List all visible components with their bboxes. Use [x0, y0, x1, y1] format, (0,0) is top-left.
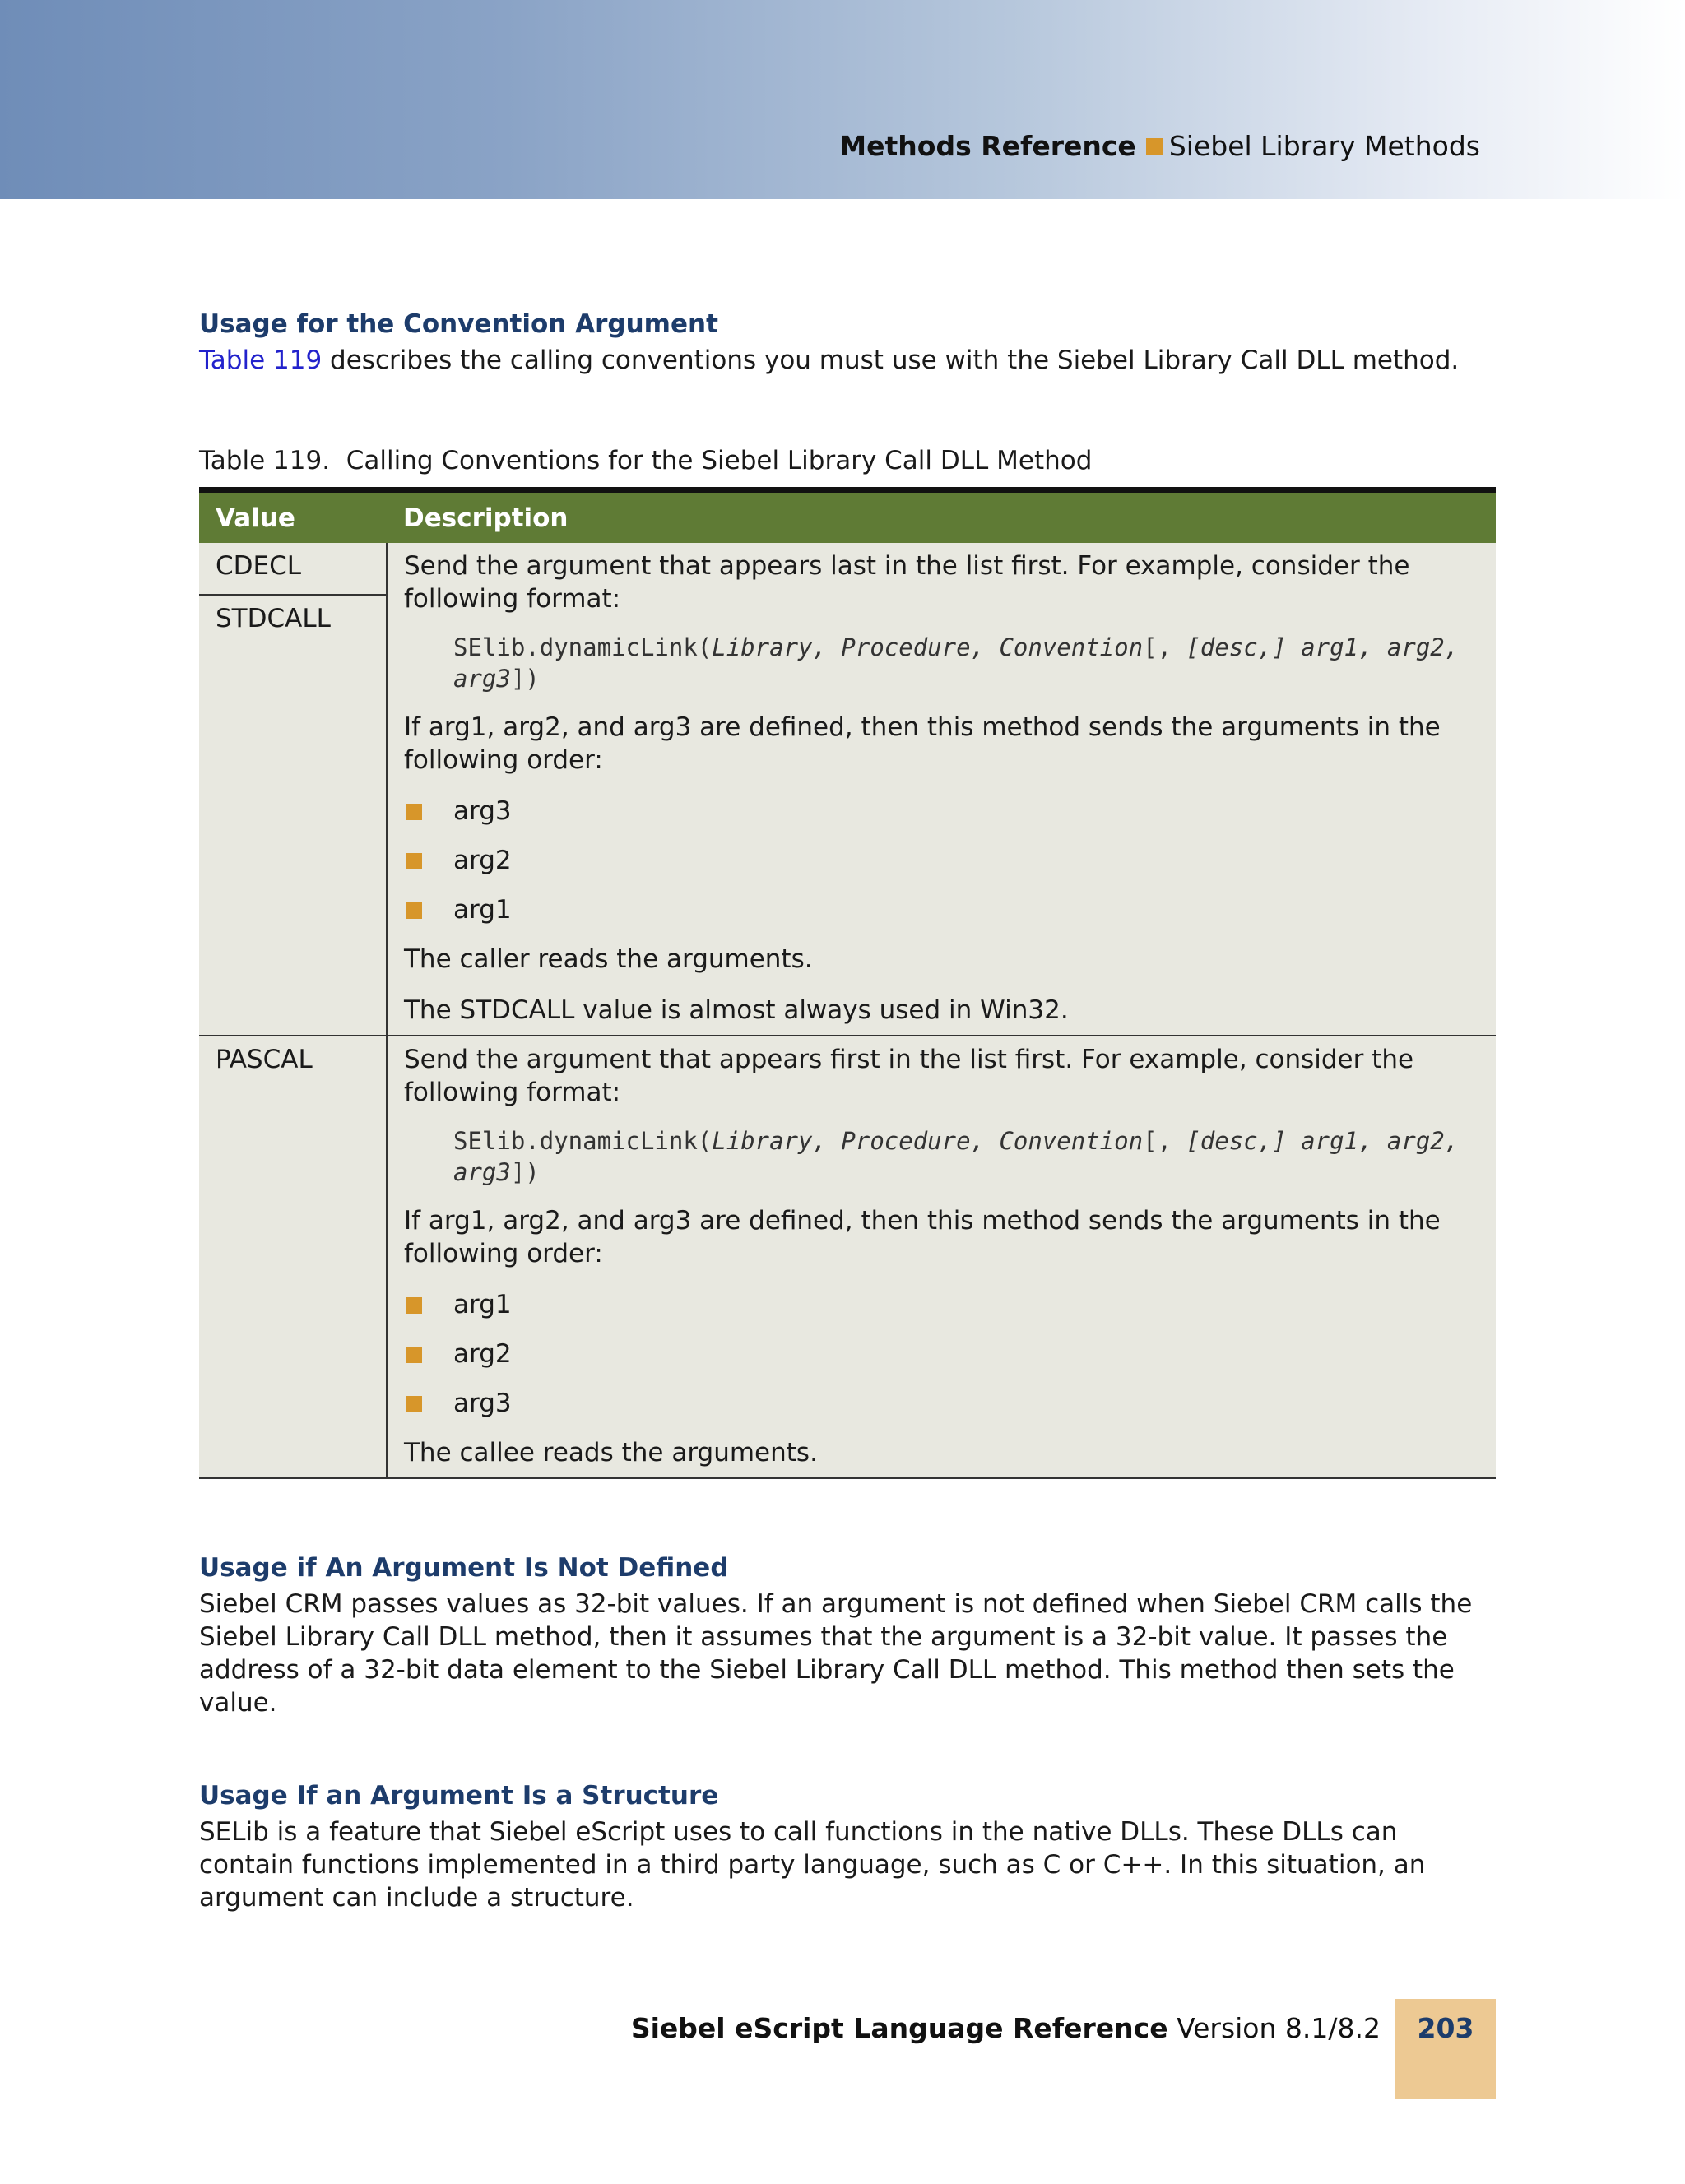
book-title: Siebel eScript Language Reference: [630, 2012, 1168, 2044]
bullet-square-icon: [406, 853, 422, 869]
list-item: arg3: [404, 1387, 1479, 1420]
not-defined-heading: Usage if An Argument Is Not Defined: [199, 1553, 729, 1583]
description-intro: Send the argument that appears first in the list first. For example, consider the following format:: [404, 1045, 1414, 1107]
list-item: arg1: [404, 893, 1479, 926]
code-sample: SElib.dynamicLink(Library, Procedure, Convention[, [desc,] arg1, arg2, arg3]): [453, 633, 1460, 693]
note-callee: The callee reads the arguments.: [404, 1438, 818, 1468]
table-row: [199, 543, 1496, 1036]
separator-square-icon: [1146, 138, 1163, 155]
convention-heading: Usage for the Convention Argument: [199, 309, 718, 339]
bullet-square-icon: [406, 804, 422, 820]
not-defined-paragraph: Siebel CRM passes values as 32-bit values. If an argument is not defined when Siebel CRM calls the Siebel Library Call DLL method, then it assumes that the argument is a 32-bit value. It passes the address of a 32-bit data element to the Siebel Library Call DLL method. This method then sets the value.: [199, 1589, 1473, 1718]
value-stdcall: STDCALL: [216, 604, 331, 633]
convention-paragraph: [199, 344, 1491, 377]
table-row: [199, 1036, 1496, 1478]
order-text: If arg1, arg2, and arg3 are defined, then this method sends the arguments in the following order:: [404, 712, 1441, 775]
calling-conventions-table: [199, 487, 1496, 1479]
bullet-square-icon: [406, 1297, 422, 1314]
running-head: [839, 130, 1480, 162]
book-version: Version 8.1/8.2: [1167, 2012, 1381, 2044]
code-sample: SElib.dynamicLink(Library, Procedure, Convention[, [desc,] arg1, arg2, arg3]): [453, 1127, 1460, 1186]
table-header-row: [199, 490, 1496, 544]
order-text: If arg1, arg2, and arg3 are defined, then this method sends the arguments in the following order:: [404, 1206, 1441, 1268]
bullet-square-icon: [406, 902, 422, 919]
chapter-title: Methods Reference: [839, 130, 1136, 162]
note-stdcall: The STDCALL value is almost always used in Win32.: [404, 995, 1069, 1025]
value-cell: [199, 1036, 387, 1478]
section-title: Siebel Library Methods: [1168, 130, 1480, 162]
table-119-link[interactable]: Table 119: [199, 345, 323, 375]
convention-text: describes the calling conventions you must use with the Siebel Library Call DLL method.: [322, 345, 1460, 375]
page-number: 203: [1417, 2012, 1474, 2044]
value-cell: [199, 543, 387, 1036]
table-caption: Table 119. Calling Conventions for the Siebel Library Call DLL Method: [199, 446, 1093, 475]
footer-text: [631, 2012, 1381, 2044]
note-caller: The caller reads the arguments.: [404, 944, 813, 974]
bullet-square-icon: [406, 1347, 422, 1363]
header-value: Value: [199, 490, 387, 544]
description-cell: [387, 543, 1496, 1036]
value-pascal: PASCAL: [216, 1045, 313, 1074]
bullet-square-icon: [406, 1396, 422, 1412]
list-item: arg3: [404, 795, 1479, 828]
value-cdecl: CDECL: [199, 543, 386, 596]
list-item: arg1: [404, 1288, 1479, 1321]
header-description: Description: [387, 490, 1496, 544]
order-list: [404, 795, 1479, 926]
header-band: [0, 0, 1685, 199]
list-item: arg2: [404, 844, 1479, 877]
description-cell: [387, 1036, 1496, 1478]
order-list: [404, 1288, 1479, 1420]
structure-paragraph: SELib is a feature that Siebel eScript uses to call functions in the native DLLs. These DLLs can contain functions implemented in a third party language, such as C or C++. In this situation, an argument can include a structure.: [199, 1817, 1426, 1913]
list-item: arg2: [404, 1338, 1479, 1370]
structure-heading: Usage If an Argument Is a Structure: [199, 1781, 719, 1811]
description-intro: Send the argument that appears last in the list first. For example, consider the following format:: [404, 551, 1410, 614]
